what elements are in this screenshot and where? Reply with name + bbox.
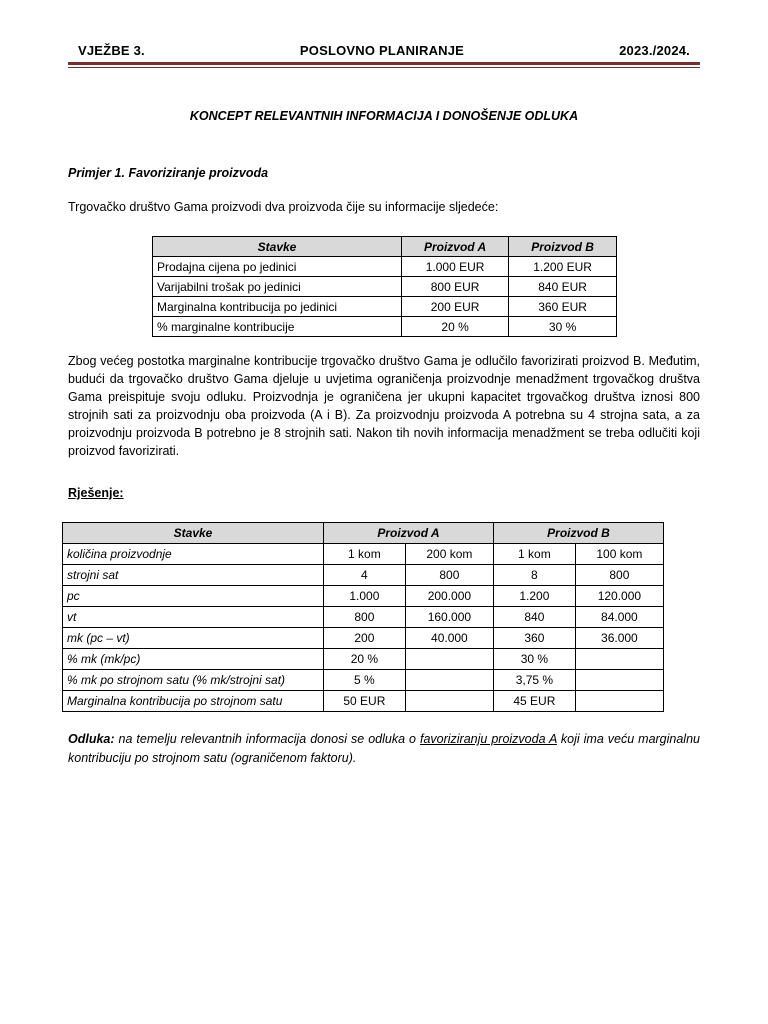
decision-paragraph xyxy=(68,730,700,768)
table-cell xyxy=(575,670,663,691)
decision-text: na temelju relevantnih informacija donosi se odluka o xyxy=(114,732,420,746)
table-cell: 120.000 xyxy=(575,586,663,607)
table-cell: 800 xyxy=(405,565,493,586)
table-cell: mk (pc – vt) xyxy=(63,628,324,649)
decision-underlined: favoriziranju proizvoda A xyxy=(419,732,557,746)
table-cell: 20 % xyxy=(402,317,509,337)
table-cell: % marginalne kontribucije xyxy=(153,317,402,337)
page-header xyxy=(68,43,700,58)
table-cell: 160.000 xyxy=(405,607,493,628)
decision-text-end: koji ima veću marginalnu kontribuciju po strojnom satu (ograničenom faktoru). xyxy=(68,732,700,765)
table-cell xyxy=(405,670,493,691)
table1-header: Proizvod B xyxy=(509,237,617,257)
table-cell: Marginalna kontribucija po strojnom satu xyxy=(63,691,324,712)
table-row xyxy=(63,565,664,586)
header-rule-thick xyxy=(68,62,700,65)
header-rule-thin xyxy=(68,67,700,68)
table-cell: 800 xyxy=(575,565,663,586)
table-cell: Varijabilni trošak po jedinici xyxy=(153,277,402,297)
table-cell: % mk po strojnom satu (% mk/strojni sat) xyxy=(63,670,324,691)
table-row xyxy=(63,628,664,649)
table-cell: 20 % xyxy=(324,649,406,670)
header-right: 2023./2024. xyxy=(619,43,690,58)
table-cell: 800 xyxy=(324,607,406,628)
table-cell: 840 EUR xyxy=(509,277,617,297)
table2-header: Proizvod B xyxy=(493,523,663,544)
table-cell: 1 kom xyxy=(324,544,406,565)
table-cell xyxy=(405,691,493,712)
table-row xyxy=(63,586,664,607)
table-cell xyxy=(575,649,663,670)
table-cell xyxy=(405,649,493,670)
table-cell: količina proizvodnje xyxy=(63,544,324,565)
table-cell: 30 % xyxy=(493,649,575,670)
table-row xyxy=(153,277,617,297)
product-info-table xyxy=(152,236,617,337)
table-cell: Marginalna kontribucija po jedinici xyxy=(153,297,402,317)
table-cell: 1.000 EUR xyxy=(402,257,509,277)
table2-header: Stavke xyxy=(63,523,324,544)
table-cell: strojni sat xyxy=(63,565,324,586)
solution-table xyxy=(62,522,664,712)
table-cell: 200 EUR xyxy=(402,297,509,317)
table-row xyxy=(63,649,664,670)
table-cell: 36.000 xyxy=(575,628,663,649)
table-row xyxy=(63,691,664,712)
table-row xyxy=(153,297,617,317)
table-cell: 1.000 xyxy=(324,586,406,607)
table-cell: pc xyxy=(63,586,324,607)
table-cell: 200.000 xyxy=(405,586,493,607)
header-left: VJEŽBE 3. xyxy=(78,43,145,58)
table-row xyxy=(153,257,617,277)
body-paragraph: Zbog većeg postotka marginalne kontribucije trgovačko društvo Gama je odlučilo favorizirati proizvod B. Međutim, budući da trgovačko društvo Gama djeluje u uvjetima ograničenja proizvodnje menadžment trgovačkog društva Gama preispituje svoju odluku. Proizvodnja je ograničena jer ukupni kapacitet trgovačkog društva iznosi 800 strojnih sati za proizvodnju oba proizvoda (A i B). Za proizvodnju proizvoda A potrebna su 4 strojna sata, a za proizvodnju proizvoda B potrebno je 8 strojnih sati. Nakon tih novih informacija menadžment se treba odlučiti koji proizvod favorizirati. xyxy=(68,354,700,458)
table-cell: 840 xyxy=(493,607,575,628)
table-cell: 30 % xyxy=(509,317,617,337)
table-cell: 3,75 % xyxy=(493,670,575,691)
table-cell: 800 EUR xyxy=(402,277,509,297)
table-row xyxy=(153,317,617,337)
table-cell: 40.000 xyxy=(405,628,493,649)
table-row xyxy=(63,544,664,565)
table-cell: 360 xyxy=(493,628,575,649)
intro-text: Trgovačko društvo Gama proizvodi dva proizvoda čije su informacije sljedeće: xyxy=(68,200,499,214)
table-cell: 200 kom xyxy=(405,544,493,565)
table1-header: Proizvod A xyxy=(402,237,509,257)
table-cell xyxy=(575,691,663,712)
table-cell: 50 EUR xyxy=(324,691,406,712)
table-cell: 360 EUR xyxy=(509,297,617,317)
table-cell: % mk (mk/pc) xyxy=(63,649,324,670)
table-cell: 8 xyxy=(493,565,575,586)
table-cell: 84.000 xyxy=(575,607,663,628)
table2-header: Proizvod A xyxy=(324,523,494,544)
decision-label: Odluka: xyxy=(68,732,115,746)
solution-label: Rješenje: xyxy=(68,486,124,500)
header-center: POSLOVNO PLANIRANJE xyxy=(299,43,465,58)
table-cell: 1.200 EUR xyxy=(509,257,617,277)
table-cell: 1 kom xyxy=(493,544,575,565)
table-cell: 45 EUR xyxy=(493,691,575,712)
table-cell: vt xyxy=(63,607,324,628)
table-cell: 100 kom xyxy=(575,544,663,565)
table-row xyxy=(63,607,664,628)
table-row xyxy=(63,670,664,691)
table-cell: 200 xyxy=(324,628,406,649)
example-title: Primjer 1. Favoriziranje proizvoda xyxy=(68,166,269,180)
table-cell: 1.200 xyxy=(493,586,575,607)
document-title: KONCEPT RELEVANTNIH INFORMACIJA I DONOŠENJE ODLUKA xyxy=(189,109,579,123)
table1-header: Stavke xyxy=(153,237,402,257)
table-cell: 4 xyxy=(324,565,406,586)
table-cell: 5 % xyxy=(324,670,406,691)
table-cell: Prodajna cijena po jedinici xyxy=(153,257,402,277)
